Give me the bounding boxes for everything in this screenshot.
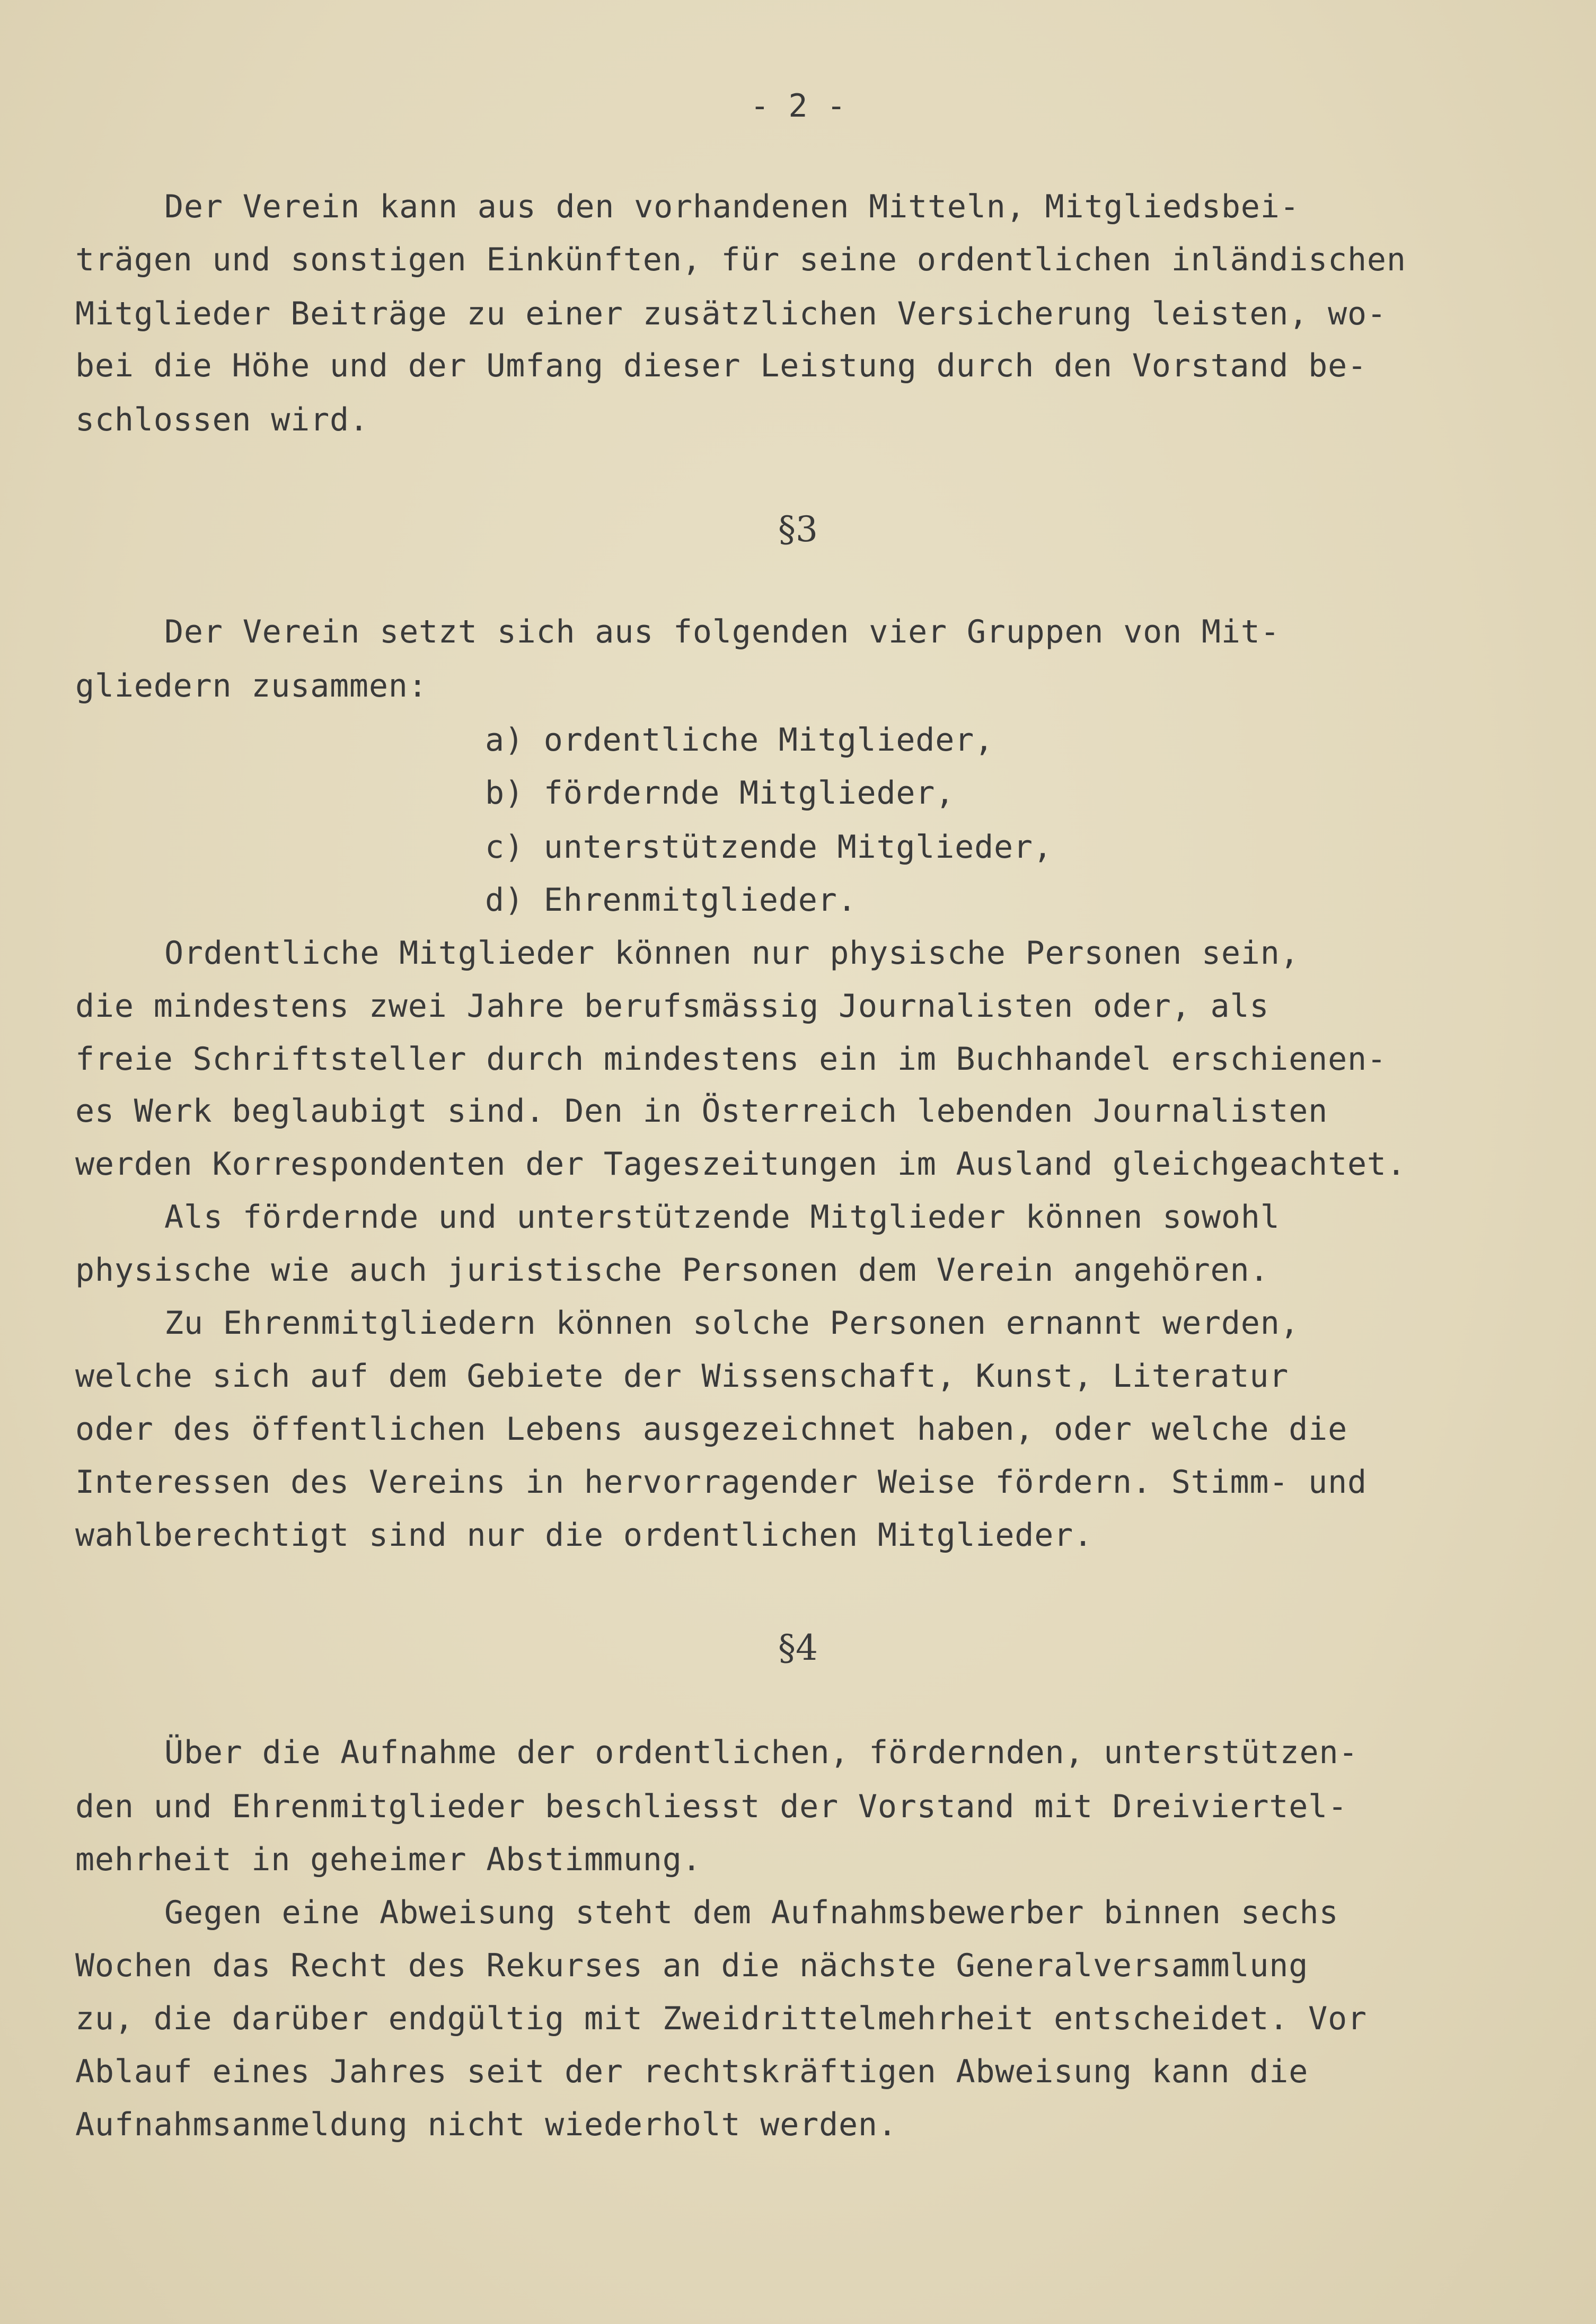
text-line: wahlberechtigt sind nur die ordentlichen Mitglieder.	[75, 1517, 1093, 1554]
text-line: Als fördernde und unterstützende Mitglieder können sowohl	[164, 1199, 1280, 1236]
list-item: d) Ehrenmitglieder.	[485, 882, 857, 919]
page-number: - 2 -	[750, 87, 846, 125]
list-item: b) fördernde Mitglieder,	[485, 774, 955, 812]
text-line: Zu Ehrenmitgliedern können solche Personen ernannt werden,	[164, 1305, 1300, 1342]
text-line: den und Ehrenmitglieder beschliesst der Vorstand mit Dreiviertel-	[75, 1788, 1347, 1825]
text-line: zu, die darüber endgültig mit Zweidrittelmehrheit entscheidet. Vor	[75, 2000, 1367, 2037]
text-line: Ablauf eines Jahres seit der rechtskräftigen Abweisung kann die	[75, 2053, 1309, 2090]
text-line: trägen und sonstigen Einkünften, für seine ordentlichen inländischen	[75, 241, 1406, 278]
text-line: gliedern zusammen:	[75, 667, 428, 705]
text-line: freie Schriftsteller durch mindestens ein im Buchhandel erschienen-	[75, 1041, 1387, 1078]
text-line: Der Verein kann aus den vorhandenen Mitteln, Mitgliedsbei-	[164, 188, 1300, 225]
text-line: Der Verein setzt sich aus folgenden vier Gruppen von Mit-	[164, 613, 1280, 650]
section-3-heading: §3	[778, 509, 818, 550]
list-item: a) ordentliche Mitglieder,	[485, 721, 994, 759]
text-line: Gegen eine Abweisung steht dem Aufnahmsbewerber binnen sechs	[164, 1894, 1339, 1931]
text-line: Interessen des Vereins in hervorragender Weise fördern. Stimm- und	[75, 1464, 1367, 1501]
text-line: Wochen das Recht des Rekurses an die nächste Generalversammlung	[75, 1947, 1309, 1984]
text-line: bei die Höhe und der Umfang dieser Leistung durch den Vorstand be-	[75, 347, 1367, 384]
text-line: mehrheit in geheimer Abstimmung.	[75, 1841, 702, 1878]
text-line: es Werk beglaubigt sind. Den in Österreich lebenden Journalisten	[75, 1093, 1328, 1130]
list-item: c) unterstützende Mitglieder,	[485, 829, 1053, 866]
text-line: schlossen wird.	[75, 401, 369, 438]
text-line: Mitglieder Beiträge zu einer zusätzlichen Versicherung leisten, wo-	[75, 295, 1387, 332]
text-line: Ordentliche Mitglieder können nur physische Personen sein,	[164, 935, 1300, 972]
text-line: welche sich auf dem Gebiete der Wissenschaft, Kunst, Literatur	[75, 1358, 1289, 1395]
section-4-heading: §4	[778, 1627, 818, 1668]
text-line: die mindestens zwei Jahre berufsmässig Journalisten oder, als	[75, 988, 1269, 1025]
text-line: Aufnahmsanmeldung nicht wiederholt werden.	[75, 2106, 897, 2143]
text-line: Über die Aufnahme der ordentlichen, fördernden, unterstützen-	[164, 1734, 1359, 1771]
text-line: werden Korrespondenten der Tageszeitungen im Ausland gleichgeachtet.	[75, 1146, 1406, 1183]
text-line: oder des öffentlichen Lebens ausgezeichnet haben, oder welche die	[75, 1411, 1347, 1448]
text-line: physische wie auch juristische Personen dem Verein angehören.	[75, 1252, 1269, 1289]
